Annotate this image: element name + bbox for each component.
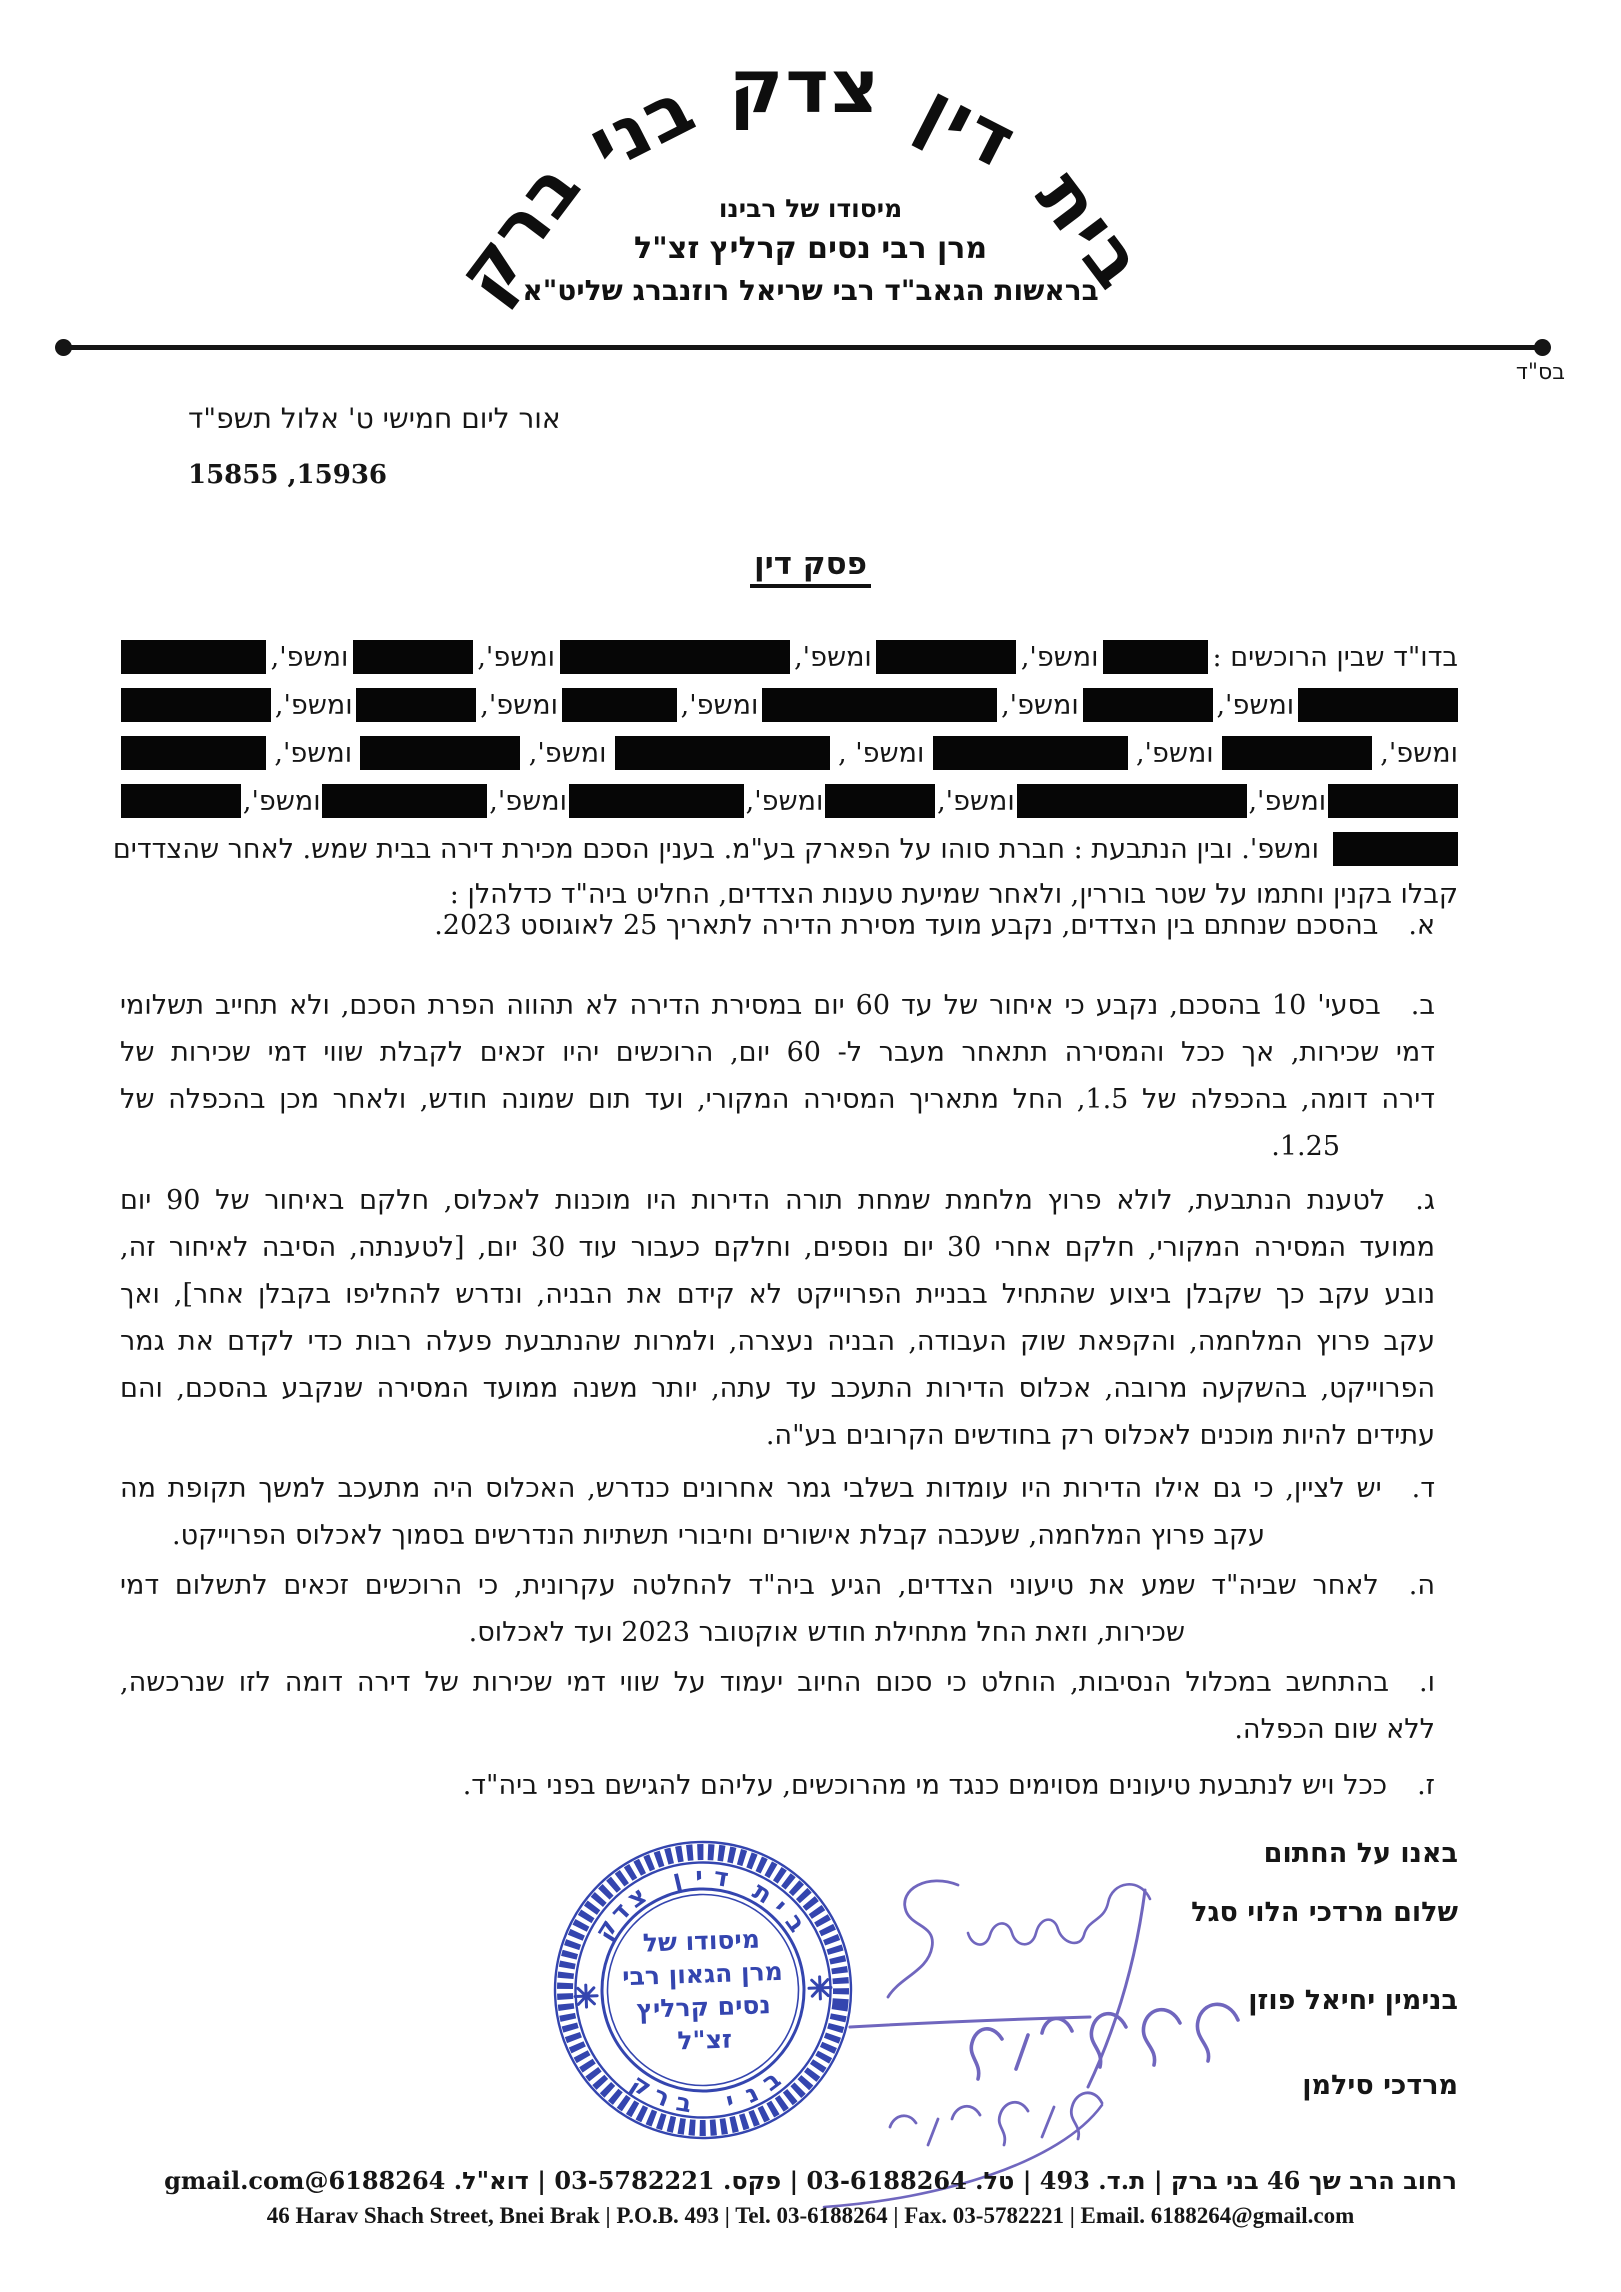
header-divider — [60, 345, 1546, 350]
stamp-arc-char: י — [694, 1861, 704, 1891]
arch-word: דין — [905, 65, 1031, 187]
redaction-box — [356, 688, 476, 722]
ruling-letter: ה. — [1408, 1570, 1435, 1601]
intro-text: ומשפ', — [794, 641, 872, 673]
ruling-text: בסעי' 10 בהסכם, נקבע כי איחור של עד 60 יום במסירת הדירה לא תהווה הפרת הסכם, ולא תחייב תשלומי — [120, 990, 1381, 1021]
stamp-arc-char: ן — [669, 1863, 685, 1895]
intro-text: ומשפ', — [242, 785, 321, 817]
ruling-item-a — [120, 906, 1435, 953]
intro-text: ומשפ', — [1135, 737, 1214, 769]
stamp-inner-line: זצ"ל — [677, 2024, 733, 2056]
intro-text: ומשפ', — [477, 641, 556, 673]
ruling-line: 1.25. — [1271, 1131, 1340, 1162]
intro-text: ומשפ', — [1020, 641, 1099, 673]
ruling-line: ללא שום הכפלה. — [1234, 1714, 1435, 1745]
intro-text: קבלו בקנין וחתמו על שטר בוררין, ולאחר שמיעת טענות הצדדים, החליט ביה"ד כדלהלן : — [449, 879, 1458, 910]
stamp-arc-char: י — [722, 2085, 737, 2116]
stamp-arc-char: צ — [621, 1880, 652, 1914]
intro-text: ומשפ', — [1248, 785, 1327, 817]
stamp-arc-char: ב — [673, 2086, 694, 2118]
ruling-letter: ז. — [1417, 1770, 1435, 1801]
ruling-line — [120, 1181, 1435, 1228]
stamp-inner-line: מרן הגאון רבי — [621, 1956, 784, 1992]
ruling-line — [120, 1766, 1435, 1813]
stamp-arc-char: ר — [649, 2079, 674, 2113]
intro-text: ומשפ', — [274, 737, 353, 769]
intro-text: ומשפ', — [745, 785, 824, 817]
header-subtitle-3: בראשות הגאב"ד רבי שריאל רוזנברג שליט"א — [522, 274, 1099, 307]
intro-text: בדו"ד שבין הרוכשים : — [1212, 641, 1458, 673]
stamp-arc-char: י — [767, 1893, 794, 1920]
ruling-letter: א. — [1408, 910, 1435, 941]
signed-statement: באנו על החתום — [1263, 1838, 1458, 1869]
stamp-arc-char: ק — [625, 2068, 657, 2103]
arch-word: ברק — [439, 144, 599, 316]
ruling-item-g — [120, 1766, 1435, 1813]
stamp-arc-char: ק — [589, 1914, 624, 1946]
ruling-item-b — [120, 986, 1435, 1174]
header-subtitle-1: מיסודו של רבינו — [718, 194, 903, 223]
ruling-item-e — [120, 1566, 1435, 1660]
redaction-box — [1328, 784, 1458, 818]
stamp-inner-line: נסים קרליץ — [635, 1990, 772, 2024]
intro-text: ומשפ', — [680, 689, 759, 721]
redaction-box — [562, 688, 677, 722]
stamp-arc-char: ב — [756, 2064, 787, 2098]
intro-text: ומשפ', — [528, 737, 607, 769]
title-row — [0, 546, 1621, 588]
arch-word: בני — [575, 63, 709, 189]
ruling-letter: ג. — [1415, 1185, 1435, 1216]
ruling-text: יש לציין, כי גם אילו הדירות היו עומדות בשלבי גמר אחרונים כנדרש, האכלוס היה מתעכב למשך תקופת מה — [120, 1473, 1382, 1504]
ruling-line: עקב פרוץ המלחמה, שעכבה קבלת אישורים וחיבורי תשתיות הנדרשים בסמוך לאכלוס הפרוייקט. — [172, 1520, 1265, 1551]
signer-name-3: מרדכי סילמן — [1302, 2070, 1458, 2101]
redaction-box — [1017, 784, 1247, 818]
ruling-line — [120, 1663, 1435, 1710]
redaction-box — [1083, 688, 1213, 722]
ruling-letter: ב. — [1410, 990, 1435, 1021]
ruling-text: בהתחשב במכלול הנסיבות, הוחלט כי סכום החיוב יעמוד על שווי דמי שכירות של דירה דומה לזו שנרכשה, — [120, 1667, 1390, 1698]
redaction-box — [1333, 832, 1458, 866]
case-numbers: 15855 ,15936 — [188, 460, 388, 490]
redaction-box — [825, 784, 935, 818]
ruling-line — [120, 1469, 1435, 1516]
intro-text: ומשפ', — [480, 689, 558, 721]
stamp-arc-char: ת — [747, 1876, 778, 1910]
redaction-box — [353, 640, 473, 674]
intro-line — [121, 633, 1458, 681]
stamp-arc-char: ד — [711, 1861, 731, 1893]
intro-line — [121, 777, 1458, 825]
intro-text: ומשפ', — [274, 689, 353, 721]
ruling-line — [120, 986, 1435, 1033]
ruling-item-f — [120, 1663, 1435, 1757]
stamp-arc-char: ד — [604, 1896, 636, 1928]
redaction-box — [615, 736, 830, 770]
signer-name-1: שלום מרדכי הלוי סגל — [1191, 1897, 1458, 1928]
stamp-arc-char: נ — [740, 2077, 764, 2109]
redaction-box — [1103, 640, 1208, 674]
stamp-arc-char: ב — [779, 1908, 812, 1938]
redaction-box — [121, 736, 266, 770]
ruling-line: עקב פרוץ המלחמה, והקפאת שוק העבודה, הבניה נעצרה, ולמרות שהנתבעת פעלה רבות כדי לקדם את גמר — [120, 1326, 1435, 1357]
hebrew-date: אור ליום חמישי ט' אלול תשפ"ד — [188, 402, 561, 435]
redaction-box — [1222, 736, 1372, 770]
ruling-text: לטענת הנתבעת, לולא פרוץ מלחמת שמחת תורה הדירות היו מוכנות לאכלוס, חלקם באיחור של 90 יום — [120, 1185, 1386, 1216]
signature-ink — [740, 1855, 1300, 2205]
ruling-line: שכירות, וזאת החל מתחילת חודש אוקטובר 2023 ועד לאכלוס. — [468, 1617, 1185, 1648]
redaction-box — [933, 736, 1128, 770]
ruling-line: דמי שכירות, אך ככל והמסירה תתאחר מעבר ל- 60 יום, הרוכשים יהיו זכאים לקבלת שווי דמי שכירות של — [120, 1037, 1435, 1068]
redaction-box — [322, 784, 487, 818]
ruling-line: עתידים להיות מוכנים לאכלוס רק בחודשים הקרובים בע"ה. — [765, 1420, 1435, 1451]
signer-name-2: בנימין יחיאל פוזן — [1248, 1985, 1458, 2016]
ruling-line: ממועד המסירה המקורי, חלקם אחרי 30 יום נוספים, וחלקם כעבור עוד 30 יום, [לטענתה, הסיבה לאיחור זה, — [120, 1232, 1435, 1263]
intro-text: ומשפ', — [489, 785, 567, 817]
arch-word: בית — [1019, 154, 1163, 306]
ruling-letter: ד. — [1411, 1473, 1435, 1504]
stamp-inner-line: מיסודו של — [642, 1924, 761, 1958]
intro-text: ומשפ' , — [838, 737, 925, 769]
redaction-box — [360, 736, 520, 770]
arch-word: צדק — [728, 44, 882, 130]
redaction-box — [762, 688, 997, 722]
intro-line — [112, 825, 1458, 873]
ruling-text: לאחר שביה"ד שמע את טיעוני הצדדים, הגיע ביה"ד להחלטה עקרונית, כי הרוכשים זכאים לתשלום דמי — [120, 1570, 1379, 1601]
intro-text: ומשפ', — [1001, 689, 1079, 721]
ruling-text: בהסכם שנחתם בין הצדדים, נקבע מועד מסירת הדירה לתאריך 25 לאוגוסט 2023. — [434, 910, 1379, 941]
redaction-box — [121, 784, 241, 818]
redaction-box — [560, 640, 790, 674]
ruling-line — [120, 1566, 1435, 1613]
intro-line — [121, 729, 1458, 777]
intro-text: ומשפ', — [1216, 689, 1295, 721]
bsd-mark: בס"ד — [1515, 360, 1565, 385]
intro-paragraph — [112, 633, 1458, 921]
ruling-letter: ו. — [1419, 1667, 1435, 1698]
intro-text: ומשפ'. ובין הנתבעת : חברת סוהו על הפארק בע"מ. בענין הסכם מכירת דירה בבית שמש. לאחר שהצדדים — [112, 833, 1319, 865]
redaction-box — [569, 784, 744, 818]
ruling-text: ככל ויש לנתבעת טיעונים מסוימים כנגד מי מהרוכשים, עליהם להגישם בפני ביה"ד. — [462, 1770, 1388, 1801]
ruling-line: דירה דומה, בהכפלה של 1.5, החל מתאריך המסירה המקורי, ועד תום שמונה חודש, ולאחר מכן בהכפלה של — [120, 1084, 1435, 1115]
header-subtitle-2: מרן רבי נסים קרליץ זצ"ל — [633, 231, 988, 266]
redaction-box — [121, 688, 271, 722]
redaction-box — [876, 640, 1016, 674]
eight-point-star-icon — [573, 1983, 600, 2010]
redaction-box — [1298, 688, 1458, 722]
intro-text: ומשפ', — [270, 641, 349, 673]
ruling-line: נובע עקב כך שקבלן ביצוע שהתחיל בבניית הפרוייקט לא קידם את הבניה, ונדרש להחליפו בקבלן אחר], ואך — [120, 1279, 1435, 1310]
redaction-box — [121, 640, 266, 674]
intro-text: ומשפ', — [937, 785, 1015, 817]
intro-text: ומשפ', — [1380, 737, 1458, 769]
intro-line — [121, 681, 1458, 729]
footer-address-hebrew: רחוב הרב שך 46 בני ברק | ת.ד. 493 | טל. 03-6188264 | פקס. 03-5782221 | דוא"ל. 6188264@gmail.com — [164, 2166, 1457, 2195]
ruling-item-d — [120, 1469, 1435, 1563]
page-title: פסק דין — [750, 546, 871, 588]
ruling-line — [120, 906, 1435, 953]
ruling-item-c — [120, 1181, 1435, 1463]
ruling-line: הפרוייקט, בהשקעה מרובה, אכלוס הדירות התעכב עד עתה, יותר משנה ממועד המסירה שנקבע בהסכם, והם — [120, 1373, 1435, 1404]
footer-address-english: 46 Harav Shach Street, Bnei Brak | P.O.B. 493 | Tel. 03-6188264 | Fax. 03-5782221 | Email. 6188264@gmail.com — [266, 2203, 1355, 2228]
